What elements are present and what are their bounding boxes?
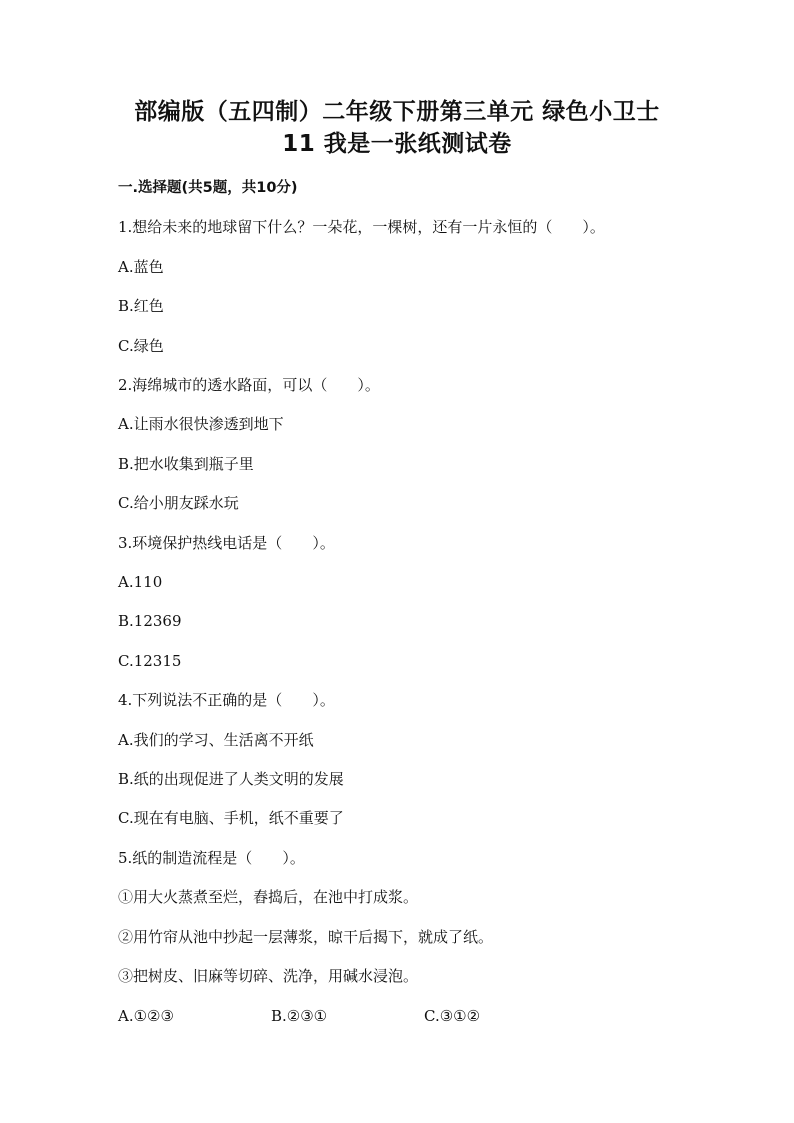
question-1-stem: 1.想给未来的地球留下什么？一朵花，一棵树，还有一片永恒的（ ）。	[118, 218, 605, 236]
question-3-option-a: A.110	[118, 573, 163, 591]
question-4-stem: 4.下列说法不正确的是（ ）。	[118, 691, 335, 709]
question-3-option-c: C.12315	[118, 652, 182, 670]
question-3-stem: 3.环境保护热线电话是（ ）。	[118, 534, 335, 552]
question-5-step-2: ②用竹帘从池中抄起一层薄浆，晾干后揭下，就成了纸。	[118, 928, 494, 946]
question-2-option-b: B.把水收集到瓶子里	[118, 455, 254, 473]
question-4-option-c: C.现在有电脑、手机，纸不重要了	[118, 809, 344, 827]
section-heading: 一.选择题(共5题，共10分)	[118, 180, 298, 196]
question-5-step-1: ①用大火蒸煮至烂，舂捣后，在池中打成浆。	[118, 888, 419, 906]
question-5-stem: 5.纸的制造流程是（ ）。	[118, 849, 305, 867]
question-2-option-c: C.给小朋友踩水玩	[118, 494, 239, 512]
question-1-option-c: C.绿色	[118, 337, 164, 355]
question-1-option-a: A.蓝色	[118, 258, 164, 276]
page-title-line-1: 部编版（五四制）二年级下册第三单元 绿色小卫士	[134, 99, 660, 125]
question-5-step-3: ③把树皮、旧麻等切碎、洗净，用碱水浸泡。	[118, 967, 419, 985]
question-5-option-c: C.③①②	[424, 1007, 481, 1025]
question-3-option-b: B.12369	[118, 612, 182, 630]
question-5-option-a: A.①②③	[118, 1007, 174, 1025]
question-2-stem: 2.海绵城市的透水路面，可以（ ）。	[118, 376, 380, 394]
page-title-line-2: 11 我是一张纸测试卷	[282, 131, 512, 157]
question-5-option-b: B.②③①	[271, 1007, 328, 1025]
question-1-option-b: B.红色	[118, 297, 164, 315]
question-4-option-b: B.纸的出现促进了人类文明的发展	[118, 770, 344, 788]
question-2-option-a: A.让雨水很快渗透到地下	[118, 415, 284, 433]
question-4-option-a: A.我们的学习、生活离不开纸	[118, 731, 314, 749]
